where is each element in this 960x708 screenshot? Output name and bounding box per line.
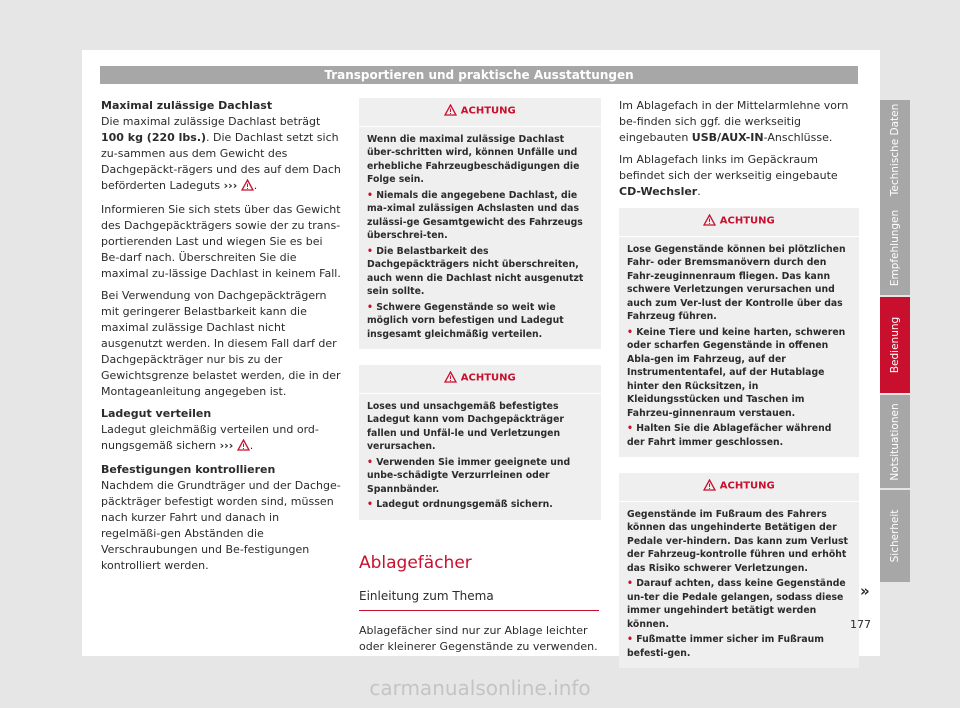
- warning-icon: [241, 179, 254, 196]
- section-divider: [359, 610, 599, 611]
- warning-box-ladegut: [359, 365, 601, 520]
- bullet-dot: •: [627, 326, 633, 338]
- warning-body: [619, 237, 859, 458]
- section-title: Ablagefächer: [359, 552, 472, 573]
- tab-label: Notsituationen: [889, 402, 901, 481]
- watermark: carmanualsonline.info: [369, 676, 591, 700]
- warning-intro: Gegenstände im Fußraum des Fahrers können das ungehinderte Betätigen der Pedale ver-hindern. Das kann zum Verlust der Fahrzeug-kontrolle führen und erhöht das Risiko schwerer Verletzungen.: [627, 508, 848, 574]
- bullet-dot: •: [367, 456, 373, 468]
- warning-bullet: [367, 189, 593, 243]
- section-ablagefaecher: [359, 552, 601, 655]
- warning-icon: [237, 439, 250, 456]
- warning-body: [359, 127, 601, 350]
- paragraph-gewicht: Informieren Sie sich stets über das Gewicht des Dachgepäckträgers sowie der zu trans-portierenden Last und wiegen Sie es bei Be-darf nach. Überschreiten Sie die maximal zu-lässige Dachlast in keinem Fall.: [101, 203, 341, 280]
- reference-arrow: ›››: [223, 179, 238, 192]
- bullet-dot: •: [367, 499, 373, 510]
- paragraph-belastbarkeit: Bei Verwendung von Dachgepäckträgern mit geringerer Belastbarkeit kann die maximal zulässige Dachlast nicht ausgenutzt werden. In diesem Fall darf der Dachgepäckträger nur bis zu der Gewichtsgrenze belastet werden, die in der Montageanleitung angegeben ist.: [101, 289, 341, 398]
- bullet-dot: •: [627, 634, 633, 645]
- tab-label: Sicherheit: [889, 509, 901, 563]
- warning-box-fussraum: [619, 473, 859, 668]
- warning-bullet: [367, 456, 593, 497]
- tab-label: Bedienung: [889, 316, 901, 374]
- warning-label: ACHTUNG: [460, 105, 516, 117]
- tab-label: Empfehlungen: [889, 209, 901, 286]
- warning-intro: Lose Gegenstände können bei plötzlichen Fahr- oder Bremsmanövern durch den Fahr-zeuginnenraum fliegen. Das kann schwere Verletzungen verursachen und auch zum Ver-lust der Kontrolle über das Fahrzeug führen.: [627, 243, 846, 322]
- tab-sicherheit[interactable]: [880, 490, 910, 582]
- tab-notsituationen[interactable]: [880, 395, 910, 488]
- warning-box-dachlast: [359, 98, 601, 349]
- text: Darauf achten, dass keine Gegenstände un-ter die Pedale gelangen, sodass diese immer ungehindert betätigt werden können.: [627, 578, 846, 630]
- text: Fußmatte immer sicher im Fußraum befesti-gen.: [627, 634, 824, 659]
- heading-ladegut: Ladegut verteilen: [101, 407, 212, 420]
- warning-body: [359, 394, 601, 520]
- text: .: [249, 439, 254, 452]
- text: -Anschlüsse.: [763, 131, 833, 144]
- warning-label: ACHTUNG: [460, 372, 516, 384]
- paragraph-cd: [619, 152, 859, 200]
- warning-intro: Loses und unsachgemäß befestigtes Ladegut kann vom Dachgepäckträger fallen und Unfäl-le und Verletzungen verursachen.: [367, 400, 564, 452]
- text: Ladegut ordnungsgemäß sichern.: [376, 499, 553, 510]
- cd-term: CD-Wechsler: [619, 185, 698, 198]
- warning-bullet: [627, 326, 851, 421]
- heading-befestigungen: Befestigungen kontrollieren: [101, 463, 276, 476]
- section-intro-text: Ablagefächer sind nur zur Ablage leichter oder kleinerer Gegenstände zu verwenden.: [359, 623, 598, 653]
- warning-intro: Wenn die maximal zulässige Dachlast über-schritten wird, können Unfälle und erhebliche Fahrzeugbeschädigungen die Folge sein.: [367, 133, 580, 185]
- bullet-dot: •: [367, 189, 373, 201]
- text: Schwere Gegenstände so weit wie möglich vorn befestigen und Ladegut insgesamt gleichmäßig verteilen.: [367, 301, 564, 340]
- warning-header: [619, 208, 859, 237]
- page-number: 177: [850, 618, 871, 631]
- text: Die maximal zulässige Dachlast beträgt: [101, 115, 321, 128]
- text: . Die Dachlast setzt sich zu-sammen aus dem Gewicht des Dachgepäckt-rägers und des auf dem Dach beförderten Ladeguts: [101, 131, 341, 192]
- warning-icon: [703, 479, 716, 496]
- paragraph-befestigungen: Nachdem die Grundträger und der Dachge-päckträger befestigt worden sind, müssen nach kurzer Fahrt und danach in regelmäßi-gen Abständen die Verschraubungen und Be-festigungen kontrolliert werden.: [101, 479, 341, 572]
- warning-bullet: [367, 301, 593, 342]
- tab-bedienung[interactable]: [880, 297, 910, 393]
- warning-icon: [703, 214, 716, 231]
- warning-bullet: [367, 245, 593, 299]
- warning-header: [619, 473, 859, 502]
- warning-label: ACHTUNG: [719, 215, 775, 227]
- column-left: [101, 98, 341, 580]
- column-middle: [359, 98, 601, 661]
- text: Im Ablagefach links im Gepäckraum befindet sich der werkseitig eingebaute: [619, 153, 838, 182]
- usb-term: USB/AUX-IN: [691, 131, 764, 144]
- reference-arrow: ›››: [219, 439, 234, 452]
- warning-box-lose-gegenstaende: [619, 208, 859, 457]
- text: Keine Tiere und keine harten, schweren oder scharfen Gegenstände in offenen Abla-gen im Fahrzeug, auf der Instrumententafel, auf der Hutablage hinter den Rücksitzen, in Kleidungsstücken und Taschen im Fahrzeu-ginnenraum verstauen.: [627, 326, 846, 419]
- text: Verwenden Sie immer geeignete und unbe-schädigte Verzurrleinen oder Spannbänder.: [367, 456, 571, 495]
- warning-bullet: [627, 422, 851, 449]
- warning-icon: [444, 371, 457, 388]
- warning-header: [359, 365, 601, 394]
- text: Niemals die angegebene Dachlast, die ma-ximal zulässigen Achslasten und das zulässi-ge Gesamtgewicht des Fahrzeugs überschrei-ten.: [367, 189, 583, 241]
- warning-body: [619, 502, 859, 669]
- warning-bullet: [627, 577, 851, 631]
- load-value: 100 kg (220 lbs.): [101, 131, 207, 144]
- text: Halten Sie die Ablagefächer während der Fahrt immer geschlossen.: [627, 423, 832, 448]
- tab-label: Technische Daten: [889, 103, 901, 197]
- warning-bullet: [627, 633, 851, 660]
- tab-technische-daten[interactable]: [880, 100, 910, 200]
- section-subtitle: Einleitung zum Thema: [359, 588, 494, 603]
- text: .: [697, 185, 701, 198]
- paragraph-dachlast: [101, 114, 341, 196]
- bullet-dot: •: [627, 578, 633, 589]
- bullet-dot: •: [367, 245, 373, 257]
- text: Im Ablagefach in der Mittelarmlehne vorn be-finden sich ggf. die werkseitig eingebauten: [619, 99, 849, 144]
- paragraph-usb: [619, 98, 859, 146]
- tab-empfehlungen[interactable]: [880, 200, 910, 295]
- column-right: [619, 98, 859, 668]
- warning-icon: [444, 104, 457, 121]
- bullet-dot: •: [367, 301, 373, 313]
- warning-label: ACHTUNG: [719, 480, 775, 492]
- text: Die Belastbarkeit des Dachgepäckträgers nicht überschreiten, auch wenn die Dachlast nicht ausgenutzt sein sollte.: [367, 245, 584, 297]
- page-header: Transportieren und praktische Ausstattungen: [100, 66, 858, 84]
- bullet-dot: •: [627, 423, 633, 434]
- warning-header: [359, 98, 601, 127]
- text: Ladegut gleichmäßig verteilen und ord-nungsgemäß sichern: [101, 423, 319, 452]
- paragraph-ladegut: [101, 422, 341, 456]
- warning-bullet: [367, 498, 593, 512]
- heading-dachlast: Maximal zulässige Dachlast: [101, 99, 273, 112]
- continue-arrow-icon: »: [860, 582, 870, 600]
- text: .: [253, 179, 258, 192]
